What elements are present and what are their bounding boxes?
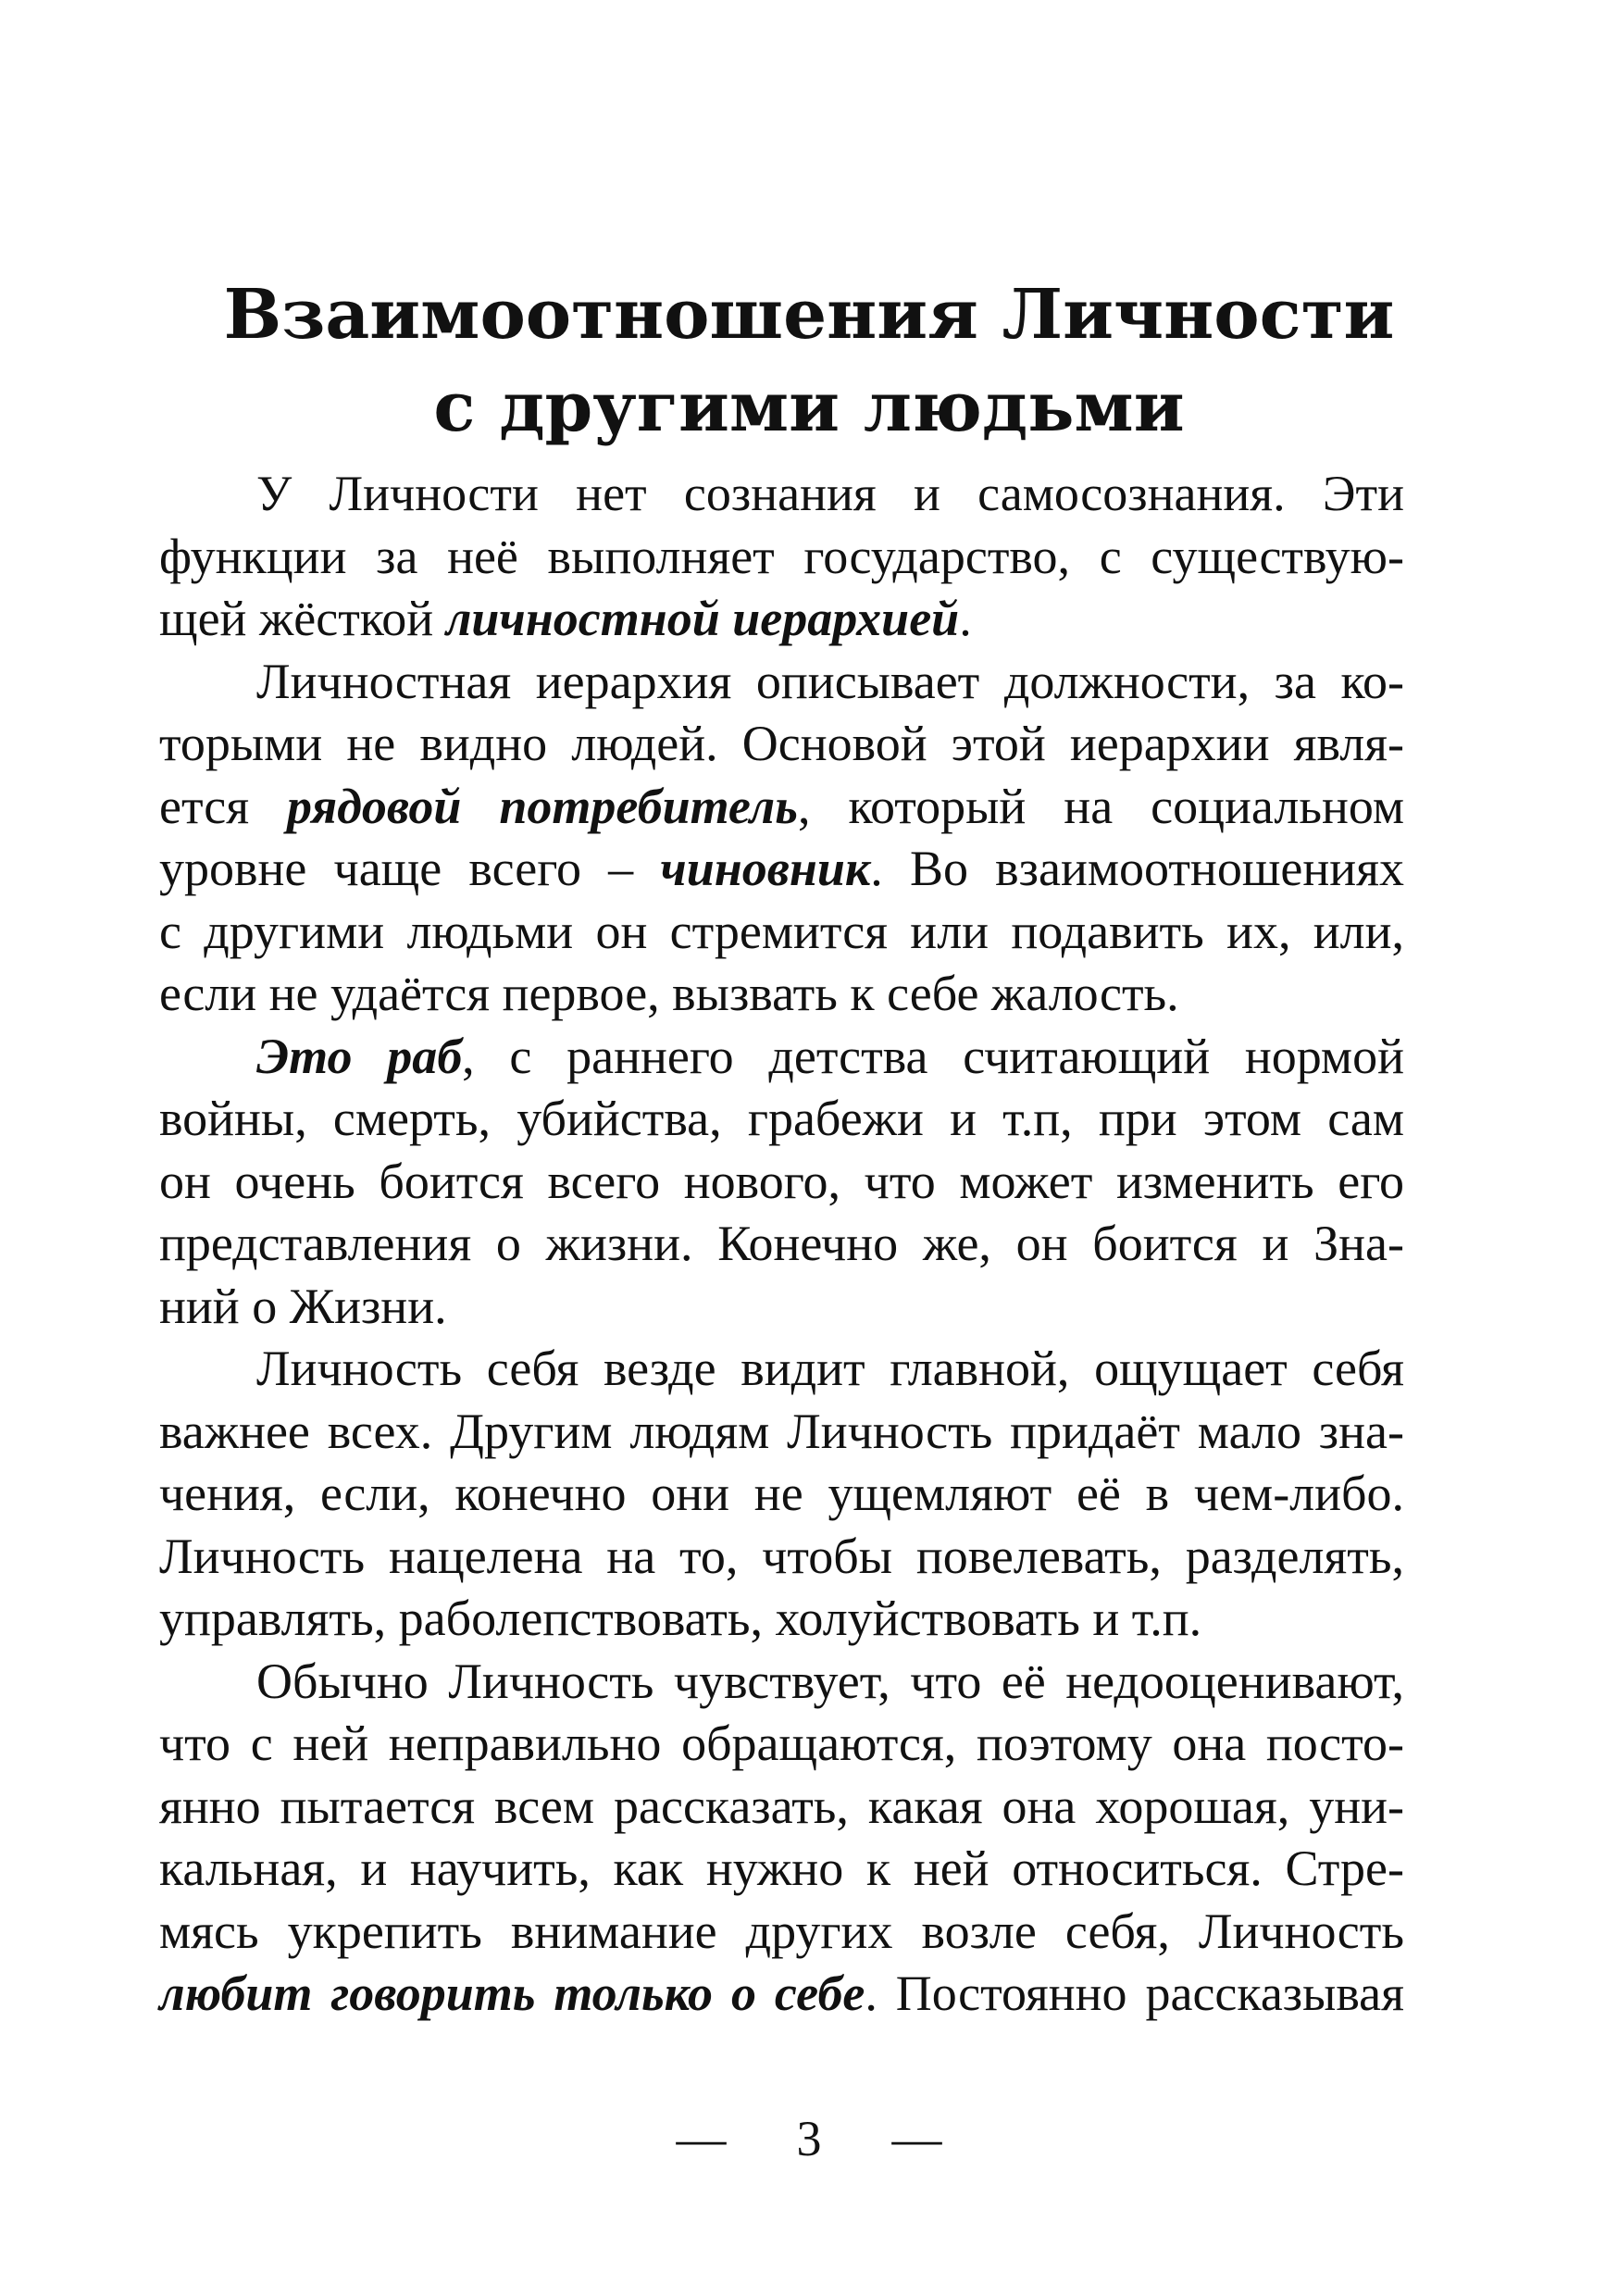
- text-line: [159, 1026, 1404, 1089]
- text-line: Личность нацелена на то, чтобы повелевать, разделять,: [159, 1528, 1404, 1584]
- text-line: Личность себя везде видит главной, ощущает себя: [256, 1341, 1404, 1396]
- text-line: важнее всех. Другим людям Личность придаёт мало зна-: [159, 1403, 1404, 1459]
- emphasis-personal-hierarchy: личностной иерархией: [445, 591, 960, 646]
- text-line: функции за неё выполняет государство, с существую-: [159, 528, 1404, 584]
- text-line: ний о Жизни.: [159, 1278, 447, 1334]
- body-text: [159, 463, 1404, 2026]
- text-run: щей жёсткой: [159, 591, 446, 646]
- text-run: .: [959, 591, 972, 646]
- text-line: торыми не видно людей. Основой этой иерархии явля-: [159, 716, 1404, 771]
- text-line: Обычно Личность чувствует, что её недооценивают,: [256, 1653, 1404, 1709]
- footer-dash-right: —: [891, 2111, 942, 2166]
- text-line: [159, 1963, 1404, 2026]
- page-number: 3: [796, 2111, 822, 2166]
- chapter-title: [0, 268, 1618, 454]
- emphasis-ordinary-consumer: рядовой потребитель: [287, 778, 798, 834]
- text-run: , который на социальном: [797, 778, 1404, 834]
- text-line: янно пытается всем рассказать, какая она хорошая, уни-: [159, 1778, 1404, 1834]
- text-run: . Постоянно рассказывая: [865, 1965, 1404, 2021]
- chapter-title-line-2: с другими людьми: [433, 368, 1185, 447]
- text-line: войны, смерть, убийства, грабежи и т.п, при этом сам: [159, 1091, 1404, 1146]
- paragraph-5: [159, 1651, 1404, 2026]
- text-run: , с раннего детства считающий нормой: [462, 1028, 1404, 1084]
- emphasis-talks-about-self: любит говорить только о себе: [159, 1965, 865, 2021]
- text-line: мясь укрепить внимание других возле себя, Личность: [159, 1903, 1404, 1959]
- text-run: уровне чаще всего –: [159, 841, 661, 896]
- text-line: с другими людьми он стремится или подавить их, или,: [159, 903, 1404, 959]
- text-line: [159, 838, 1404, 901]
- text-line: что с ней неправильно обращаются, поэтому она посто-: [159, 1716, 1404, 1771]
- text-line: управлять, раболепствовать, холуйствовать и т.п.: [159, 1591, 1202, 1646]
- text-run: . Во взаимоотношениях: [870, 841, 1404, 896]
- page-footer: [0, 2111, 1618, 2166]
- paragraph-2: [159, 651, 1404, 1026]
- emphasis-slave: Это раб: [256, 1028, 463, 1084]
- text-run: ется: [159, 778, 288, 834]
- text-line: [159, 776, 1404, 839]
- emphasis-official: чиновник: [660, 841, 871, 896]
- paragraph-3: [159, 1026, 1404, 1339]
- text-line: чения, если, конечно они не ущемляют её в чем-либо.: [159, 1466, 1404, 1521]
- chapter-title-line-1: Взаимоотношения Личности: [223, 275, 1395, 355]
- text-line: представления о жизни. Конечно же, он боится и Зна-: [159, 1216, 1404, 1271]
- text-line: У Личности нет сознания и самосознания. Эти: [256, 466, 1404, 521]
- text-line: Личностная иерархия описывает должности, за ко-: [256, 653, 1404, 709]
- text-line: кальная, и научить, как нужно к ней относиться. Стре-: [159, 1841, 1404, 1896]
- text-line: он очень боится всего нового, что может изменить его: [159, 1153, 1404, 1209]
- text-line: [159, 588, 1404, 651]
- paragraph-1: [159, 463, 1404, 651]
- footer-dash-left: —: [676, 2111, 727, 2166]
- paragraph-4: [159, 1338, 1404, 1651]
- text-line: если не удаётся первое, вызвать к себе жалость.: [159, 966, 1179, 1021]
